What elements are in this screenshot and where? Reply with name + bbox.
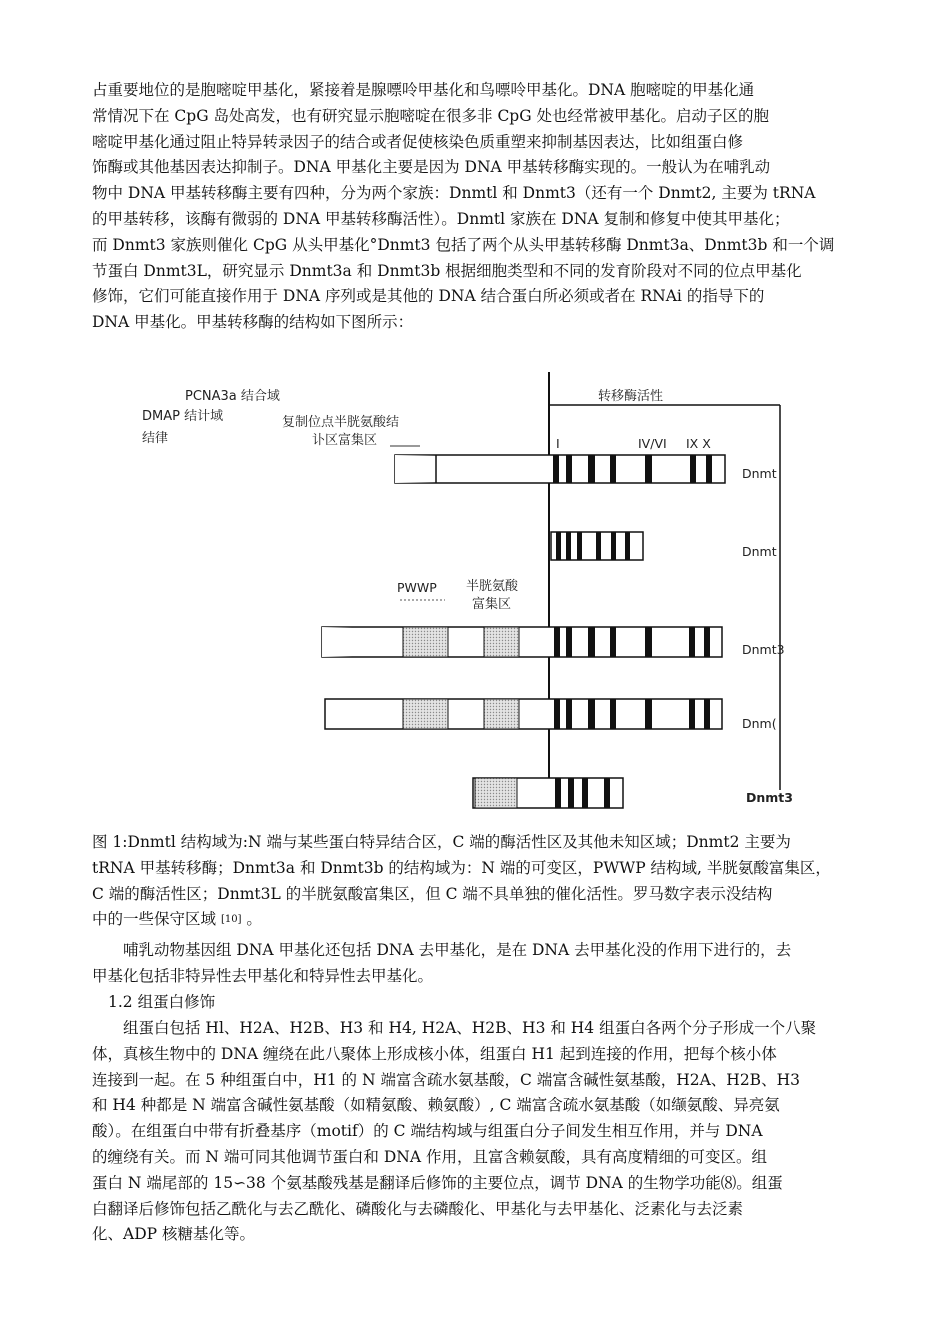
intro-line: 的甲基转移，该酶有微弱的 DNA 甲基转移酶活性）。Dnmtl 家族在 DNA 复制和修复中使其甲基化；	[92, 209, 790, 228]
dnmt1-bar	[395, 455, 725, 483]
histone-line: 的缠绕有关。而 N 端可同其他调节蛋白和 DNA 作用，且富含赖氨酸，具有高度精细的可变区。组	[92, 1147, 767, 1166]
intro-line: 嘧啶甲基化通过阻止特异转录因子的结合或者促使核染色质重塑来抑制基因表达，比如组蛋白修	[92, 132, 744, 151]
histone-line: 连接到一起。在 5 种组蛋白中，H1 的 N 端富含疏水氨基酸，C 端富含碱性氨基酸，H2A、H2B、H3	[92, 1070, 800, 1089]
motif-i-label: I	[556, 436, 560, 451]
dnmt3b-bar	[325, 699, 722, 729]
caption-line: C 端的酶活性区；Dnmt3L 的半胱氨酸富集区，但 C 端不具单独的催化活性。罗马数字表示没结构	[92, 884, 773, 903]
row2-label: Dnmt	[742, 544, 777, 559]
cys-rich-mid-label-2: 富集区	[472, 597, 512, 612]
figure-caption	[92, 830, 868, 933]
transferase-activity-label: 转移酶活性	[598, 389, 664, 404]
motif-ix-x-label: IX X	[686, 436, 711, 451]
histone-line: 体，真核生物中的 DNA 缠绕在此八聚体上形成核小体，组蛋白 H1 起到连接的作用，把每个核小体	[92, 1044, 777, 1063]
row4-label: Dnm(	[742, 716, 777, 731]
section-heading: 1.2 组蛋白修饰	[108, 993, 216, 1011]
intro-line: DNA 甲基化。甲基转移酶的结构如下图所示：	[92, 313, 414, 332]
dnmt-structure-figure	[0, 360, 950, 825]
histone-line: 和 H4 种都是 N 端富含碱性氨基酸（如精氨酸、赖氨酸）, C 端富含疏水氨基酸（如缬氨酸、异亮氨	[92, 1096, 780, 1115]
caption-line	[92, 907, 868, 933]
row3-label: Dnmt3	[742, 642, 785, 657]
dmap-binding-label: DMAP 结计域	[142, 409, 224, 424]
intro-line: 常情况下在 CpG 岛处高发，也有研究显示胞嘧啶在很多非 CpG 处也经常被甲基化。启动子区的胞	[92, 106, 770, 125]
demethylation-paragraph	[92, 938, 868, 990]
demeth-line: 哺乳动物基因组 DNA 甲基化还包括 DNA 去甲基化，是在 DNA 去甲基化没的作用下进行的，去	[123, 941, 792, 959]
row5-label: Dnmt3	[746, 790, 793, 805]
intro-line: 修饰，它们可能直接作用于 DNA 序列或是其他的 DNA 结合蛋白所必须或者在 RNAi 的指导下的	[92, 287, 765, 306]
histone-line: 蛋白 N 端尾部的 15∽38 个氨基酸残基是翻译后修饰的主要位点，调节 DNA 的生物学功能⑻。组蛋	[92, 1173, 783, 1192]
row1-label: Dnmt	[742, 466, 777, 481]
intro-line: 节蛋白 Dnmt3L，研究显示 Dnmt3a 和 Dnmt3b 根据细胞类型和不同的发育阶段对不同的位点甲基化	[92, 261, 802, 280]
histone-line: 酸）。在组蛋白中带有折叠基序（motif）的 C 端结构域与组蛋白分子间发生相互作用，并与 DNA	[92, 1122, 763, 1141]
dnmt3l-bar	[473, 778, 623, 808]
histone-line: 组蛋白包括 Hl、H2A、H2B、H3 和 H4, H2A、H2B、H3 和 H4 组蛋白各两个分子形成一个八聚	[123, 1019, 817, 1037]
intro-line: 物中 DNA 甲基转移酶主要有四种，分为两个家族：Dnmtl 和 Dnmt3（还有一个 Dnmt2, 主要为 tRNA	[92, 184, 816, 203]
pwwp-label: PWWP	[397, 580, 437, 595]
histone-paragraph	[92, 1016, 868, 1248]
pcna-binding-label: PCNA3a 结合域	[185, 389, 280, 404]
dnmt2-bar	[551, 532, 643, 560]
cys-rich-top-label-1: 复制位点半胱氨酸结	[282, 415, 400, 430]
histone-line: 白翻译后修饰包括乙酰化与去乙酰化、磷酸化与去磷酸化、甲基化与去甲基化、泛素化与去泛素	[92, 1199, 744, 1218]
dnmt3a-bar	[322, 627, 722, 657]
binding-label-fragment: 结律	[142, 431, 169, 446]
histone-line: 化、ADP 核糖基化等。	[92, 1225, 255, 1244]
intro-line: 饰酶或其他基因表达抑制子。DNA 甲基化主要是因为 DNA 甲基转移酶实现的。一般认为在哺乳动	[92, 158, 771, 177]
motif-iv-vi-label: IV/VI	[638, 436, 667, 451]
intro-line: 占重要地位的是胞嘧啶甲基化，紧接着是腺嘌呤甲基化和鸟嘌呤甲基化。DNA 胞嘧啶的甲基化通	[92, 81, 755, 99]
cys-rich-top-label-2: 讣区富集区	[312, 433, 378, 448]
demeth-line: 甲基化包括非特异性去甲基化和特异性去甲基化。	[92, 966, 434, 985]
intro-paragraph	[92, 78, 868, 336]
caption-end: 。	[246, 910, 262, 929]
citation-ref: [10]	[220, 914, 242, 926]
intro-line: 而 Dnmt3 家族则催化 CpG 从头甲基化°Dnmt3 包括了两个从头甲基转移酶 Dnmt3a、Dnmt3b 和一个调	[92, 235, 835, 254]
caption-line: tRNA 甲基转移酶；Dnmt3a 和 Dnmt3b 的结构域为：N 端的可变区，PWWP 结构域, 半胱氨酸富集区，	[92, 858, 831, 877]
cys-rich-mid-label-1: 半胱氨酸	[466, 579, 519, 594]
caption-line-text: 中的一些保守区域	[92, 910, 217, 929]
caption-line: 图 1:Dnmtl 结构域为:N 端与某些蛋白特异结合区，C 端的酶活性区及其他未知区域；Dnmt2 主要为	[92, 833, 791, 851]
